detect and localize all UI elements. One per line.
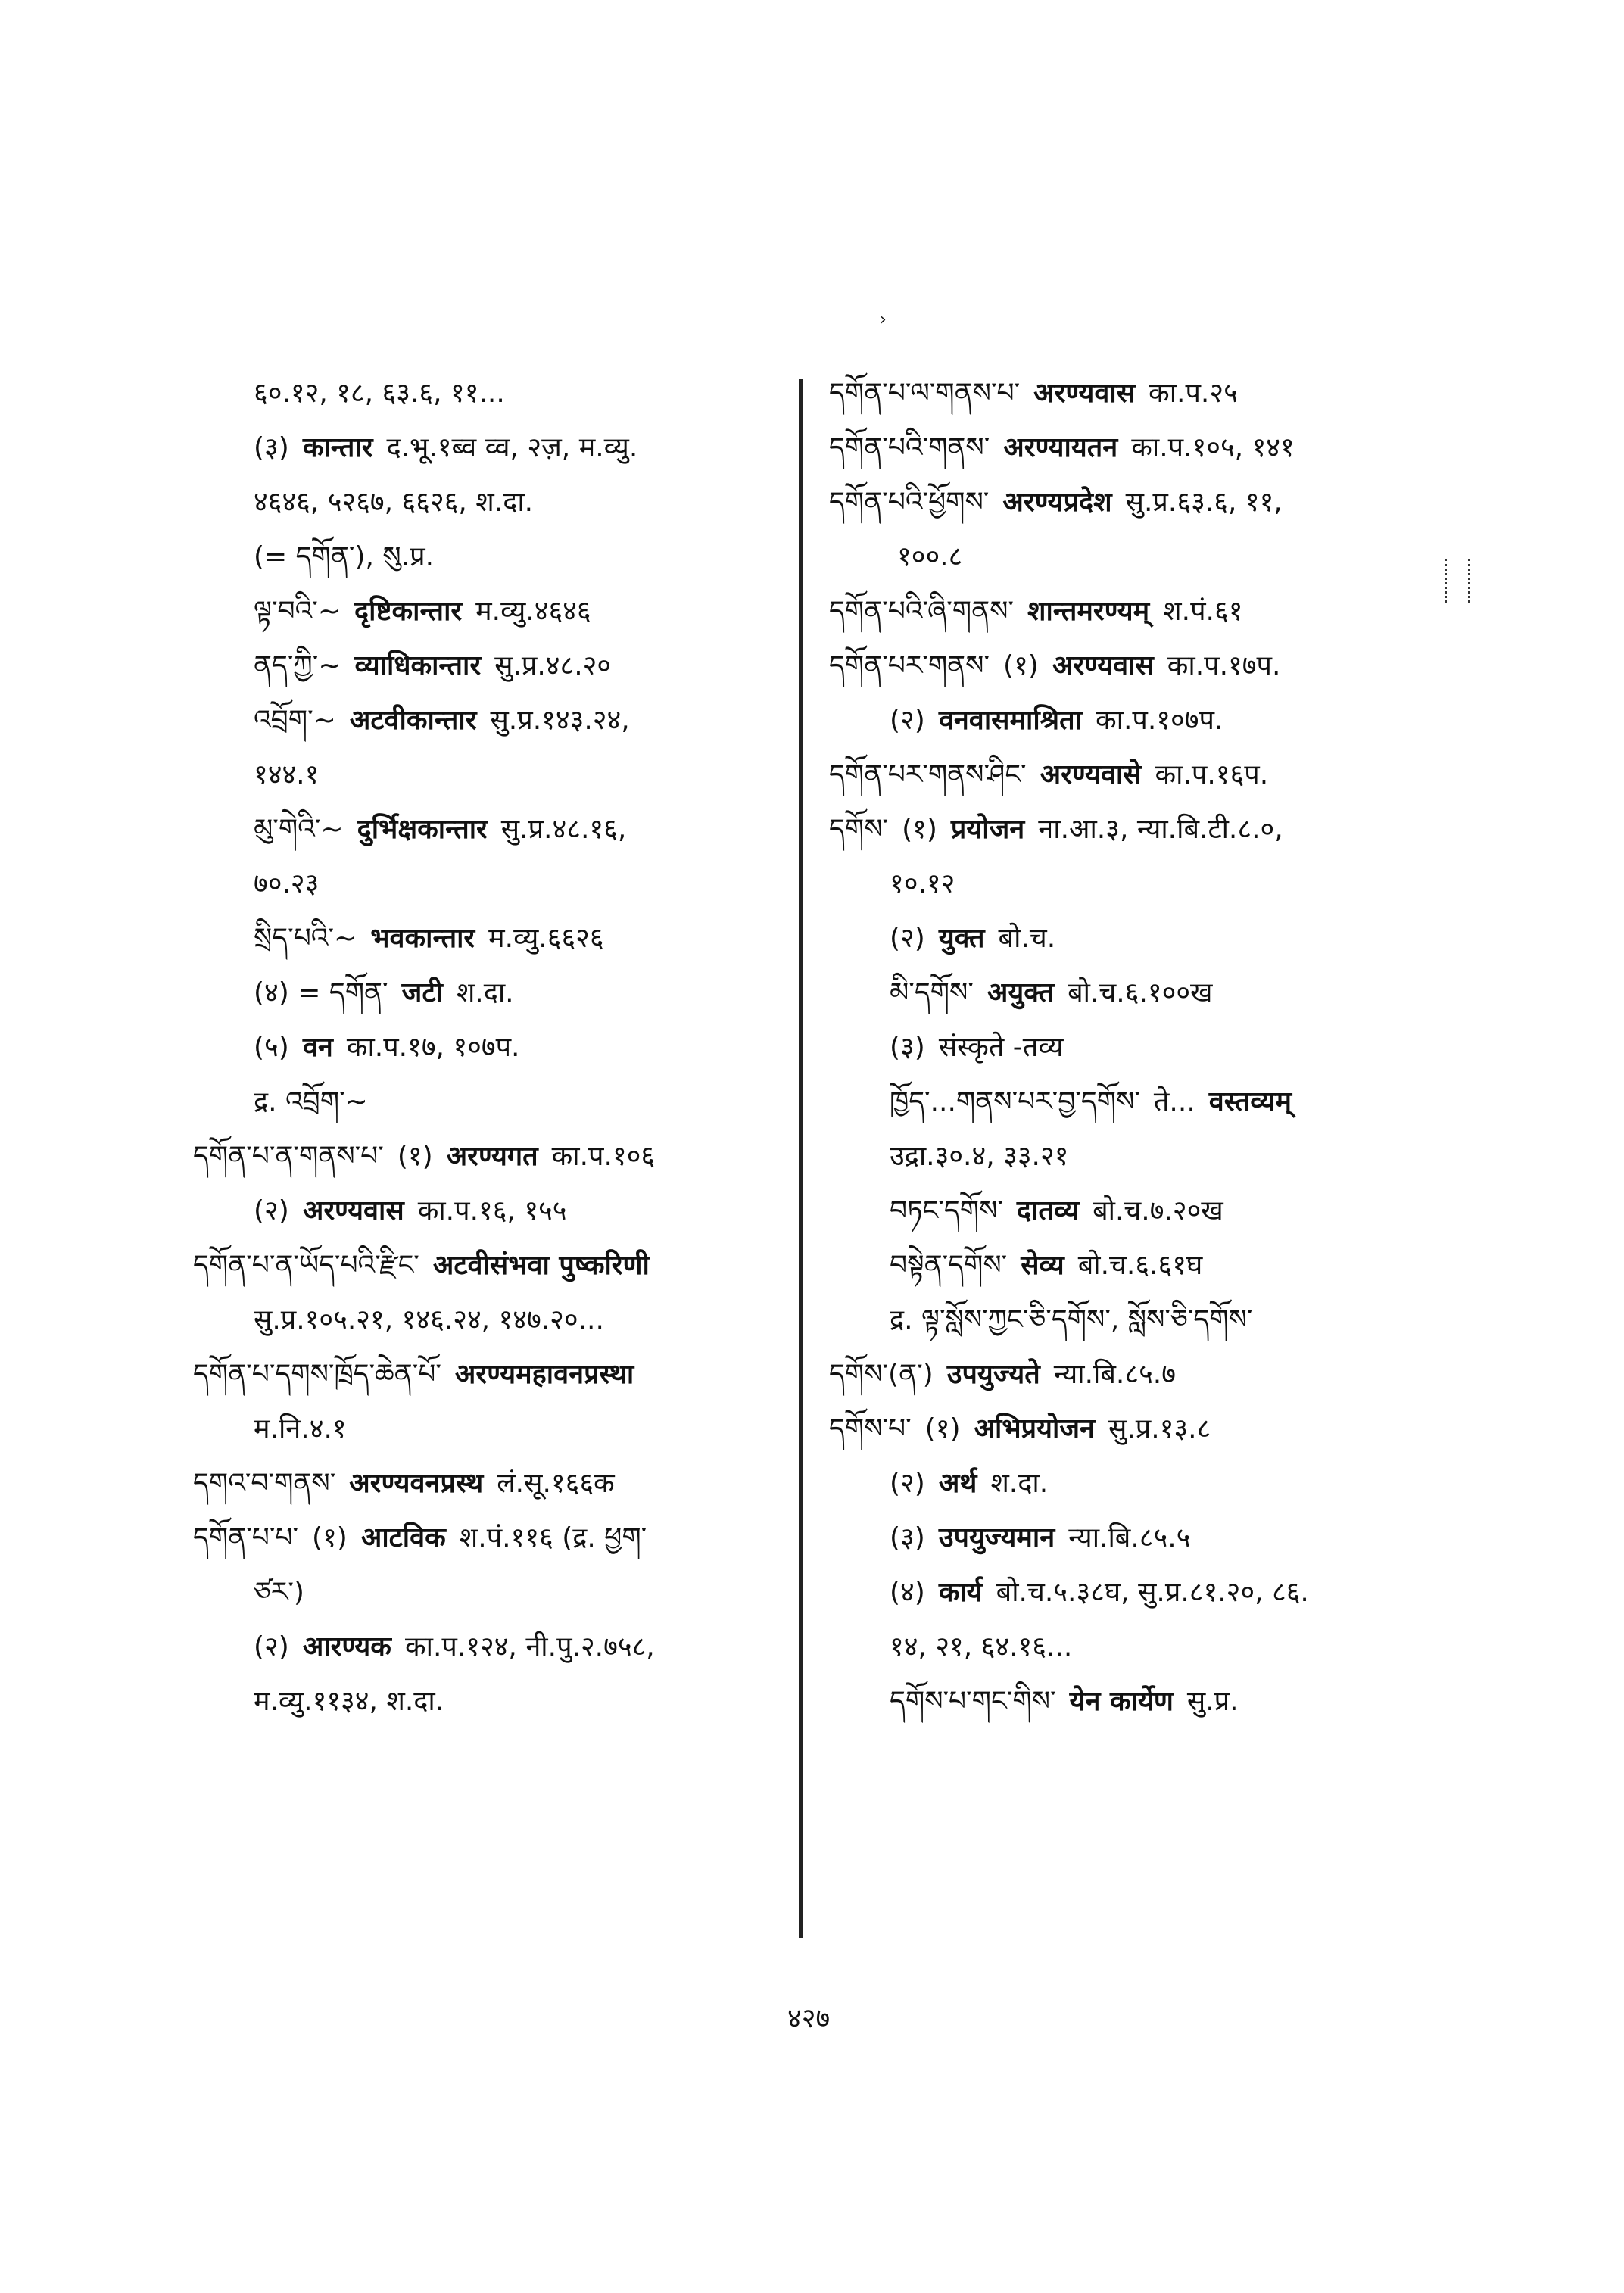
entry-text: (२) [254,1195,289,1226]
entry-text: ते... [1153,1086,1195,1117]
entry-text: श.पं.६१ [1163,596,1243,627]
sanskrit-term: वन [302,1032,333,1063]
right-entry-line [829,1523,1435,1553]
entry-text: सु.प्र.१०५.२१, १४६.२४, १४७.२०... [254,1304,604,1335]
entry-text: (२) [890,923,925,954]
entry-text: དགོན་པ་ལ་གནས་པ་ [829,378,1021,409]
left-entry-line [193,1033,791,1063]
sanskrit-term: येन कार्येण [1069,1686,1174,1717]
right-entry-line [829,1087,1435,1117]
sanskrit-term: आरण्यक [302,1631,391,1662]
left-entry-line [193,978,791,1008]
sanskrit-term: प्रयोजन [950,814,1025,845]
right-entry-line [829,1196,1435,1226]
entry-text: सु.प्र. [1186,1686,1239,1717]
entry-text: དགོན་པ་ན་གནས་པ་ [193,1141,384,1172]
left-entry-line [193,1632,791,1662]
entry-text: (१) [902,814,937,845]
entry-text: དགོན་པ་དགས་ཁྲོད་ཆེན་པོ་ [193,1359,441,1390]
right-entry-line [829,760,1435,790]
left-entry-line [193,1687,791,1717]
sanskrit-term: अरण्यप्रदेश [1002,487,1112,518]
entry-text: सु.प्र.१४३.२४, [490,705,630,736]
left-entry-line [193,1523,791,1553]
sanskrit-term: भवकान्तार [370,923,475,954]
left-entry-line [193,1251,791,1281]
entry-text: म.व्यु.११३४, श.दा. [254,1686,444,1717]
entry-text: དགོས་(ན་) [829,1359,934,1390]
entry-text: (= དགོན་), སུ.प्र. [254,541,435,572]
right-entry-line [829,1414,1435,1444]
sanskrit-term: कान्तार [302,432,373,463]
entry-text: बो.च.७.२०ख [1093,1195,1223,1226]
right-entry-line [829,542,1435,572]
entry-text: का.प.१२४, नी.पु.२.७५८, [404,1631,655,1662]
sanskrit-term: अरण्यवास [1033,378,1136,409]
entry-text: དགོས་ [829,814,889,845]
left-entry-line [193,1142,791,1172]
left-entry-line [193,815,791,845]
entry-text: लं.सू.१६६क [497,1468,615,1499]
entry-text: བསྟེན་དགོས་ [890,1250,1008,1281]
entry-text: (१) [924,1413,961,1444]
entry-text: ལྟ་བའི་~ [254,596,341,627]
entry-text: बो.च. [998,923,1056,954]
sanskrit-term: वनवासमाश्रिता [938,705,1082,736]
entry-text: १४, २१, ६४.१६... [890,1631,1073,1662]
right-entry-line [829,1305,1435,1335]
entry-text: (२) [890,705,925,736]
left-entry-line [193,924,791,954]
left-entry-line [193,1196,791,1226]
sanskrit-term: जटी [401,977,443,1008]
entry-text: ཙར་) [254,1577,304,1608]
sanskrit-term: आटविक [360,1522,446,1553]
entry-text: དགོན་པར་གནས་ཤིང་ [829,759,1027,790]
sanskrit-term: अरण्यवास [1052,650,1154,681]
entry-text: (४) [890,1577,925,1608]
sanskrit-term: अर्थ [938,1468,977,1499]
entry-text: (२) [890,1468,925,1499]
left-entry-line [193,542,791,572]
entry-text: सु.प्र.४८.२० [494,650,612,681]
left-entry-line [193,651,791,681]
left-entry-line [193,488,791,518]
right-entry-line [829,1469,1435,1499]
left-entry-line [193,760,791,790]
sanskrit-term: व्याधिकान्तार [354,650,482,681]
entry-text: དགའ་བ་གནས་ [193,1468,336,1499]
sanskrit-term: अरण्यवास [302,1195,404,1226]
entry-text: བཏང་དགོས་ [890,1195,1003,1226]
left-entry-line [193,706,791,736]
column-divider [799,379,803,1938]
left-entry-line [193,597,791,627]
entry-text: न्या.बि.८५.५ [1068,1522,1191,1553]
right-entry-line [829,1142,1435,1172]
entry-text: १४४.१ [254,759,320,790]
entry-text: དགོན་པའི་ཕྱོགས་ [829,487,990,518]
entry-text: ७०.२३ [254,868,320,899]
entry-text: बो.च.५.३८घ, सु.प्र.८१.२०, ८६. [996,1577,1309,1608]
entry-text: འབྲོག་~ [254,705,336,736]
entry-text: का.प.२५ [1149,378,1238,409]
right-entry-line [829,1360,1435,1390]
entry-text: सु.प्र.१३.८ [1108,1413,1211,1444]
entry-text: बो.च.६.६१घ [1077,1250,1203,1281]
sanskrit-term: अभिप्रयोजन [974,1413,1096,1444]
left-entry-line [193,869,791,899]
entry-text: (३) [890,1032,925,1063]
left-entry-line [193,379,791,409]
entry-text: ६०.१२, १८, ६३.६, ११... [254,378,505,409]
entry-text: न्या.बि.८५.७ [1053,1359,1176,1390]
sanskrit-term: उपयुज्यते [946,1359,1040,1390]
left-column [193,379,791,1741]
entry-text: (१) [397,1141,433,1172]
entry-text: श.दा. [456,977,514,1008]
entry-text: (४) = དགོན་ [254,977,388,1008]
sanskrit-term: अरण्यायतन [1003,432,1118,463]
entry-text: श.दा. [990,1468,1049,1499]
right-entry-line [829,1033,1435,1063]
right-entry-line [829,1632,1435,1662]
entry-text: དགོན་པའི་ཞི་གནས་ [829,596,1014,627]
right-entry-line [829,815,1435,845]
right-entry-line [829,924,1435,954]
entry-text: (५) [254,1032,289,1063]
entry-text: द्र. འབྲོག་~ [254,1086,368,1117]
tick-mark: › [880,310,887,329]
entry-text: संस्कृते -तव्य [938,1032,1064,1063]
entry-text: सु.प्र.४८.१६, [500,814,627,845]
sanskrit-term: उपयुज्यमान [938,1522,1055,1553]
entry-text: དགོན་པར་གནས་ [829,650,990,681]
left-entry-line [193,1305,791,1335]
entry-text: का.प.१६, १५५ [417,1195,567,1226]
entry-text: म.व्यु.४६४६ [475,596,591,627]
entry-text: १००.८ [897,541,963,572]
left-entry-line [193,1360,791,1390]
entry-text: का.प.१७, १०७प. [346,1032,520,1063]
entry-text: དགོན་པ་ན་ཡོད་པའི་རྫིང་ [193,1250,419,1281]
entry-text: का.प.१६प. [1155,759,1269,790]
right-entry-line [829,706,1435,736]
entry-text: ४६४६, ५२६७, ६६२६, श.दा. [254,487,534,518]
right-entry-line [829,433,1435,463]
entry-text: का.प.१०५, १४१ [1131,432,1295,463]
entry-text: དགོས་པ་གང་གིས་ [890,1686,1056,1717]
left-entry-line [193,1087,791,1117]
sanskrit-term: वस्तव्यम् [1208,1086,1292,1117]
sanskrit-term: अरण्यगत [446,1141,538,1172]
left-entry-line [193,1469,791,1499]
entry-text: उद्रा.३०.४, ३३.२१ [890,1141,1069,1172]
right-entry-line [829,488,1435,518]
entry-text: (२) [254,1631,289,1662]
entry-text: द्र. ལྟ་སློས་ཀྱང་ཅི་དགོས་, སློས་ཅི་དགོས་ [890,1304,1253,1335]
entry-text: མི་དགོས་ [890,977,974,1008]
entry-text: ना.आ.३, न्या.बि.टी.८.०, [1038,814,1283,845]
right-entry-line [829,869,1435,899]
sanskrit-term: दृष्टिकान्तार [354,596,463,627]
entry-text: དགོས་པ་ [829,1413,912,1444]
left-entry-line [193,1578,791,1608]
sanskrit-term: अटवीकान्तार [349,705,477,736]
entry-text: द.भू.१ब्व व्व, २ज़, म.व्यु. [386,432,638,463]
entry-text: श.पं.११६ (द्र. ཕྱག་ [459,1522,647,1553]
entry-text: का.प.१०६ [551,1141,656,1172]
entry-text: དགོན་པའི་གནས་ [829,432,990,463]
entry-text: (१) [1003,650,1039,681]
sanskrit-term: शान्तमरण्यम् [1027,596,1150,627]
margin-mark [1445,559,1470,603]
sanskrit-term: अयुक्त [987,977,1055,1008]
sanskrit-term: सेव्य [1021,1250,1064,1281]
right-entry-line [829,1578,1435,1608]
sanskrit-term: दुर्भिक्षकान्तार [357,814,488,845]
entry-text: (३) [254,432,289,463]
entry-text: (३) [890,1522,925,1553]
right-entry-line [829,1687,1435,1717]
entry-text: ཁྱོད་...གནས་པར་བྱ་དགོས་ [890,1086,1140,1117]
entry-text: དགོན་པ་པ་ [193,1522,299,1553]
entry-text: का.प.१७प. [1167,650,1281,681]
sanskrit-term: अटवीसंभवा पुष्करिणी [432,1250,650,1281]
sanskrit-term: कार्य [938,1577,983,1608]
right-entry-line [829,1251,1435,1281]
entry-text: སྲིད་པའི་~ [254,923,357,954]
entry-text: का.प.१०७प. [1096,705,1223,736]
right-entry-line [829,978,1435,1008]
sanskrit-term: दातव्य [1016,1195,1080,1226]
page-number: ४२७ [787,2003,831,2034]
sanskrit-term: अरण्यवासे [1040,759,1142,790]
entry-text: १०.१२ [890,868,955,899]
entry-text: सु.प्र.६३.६, ११, [1125,487,1283,518]
right-entry-line [829,379,1435,409]
entry-text: बो.च.६.१००ख [1068,977,1213,1008]
sanskrit-term: अरण्यवनप्रस्थ [349,1468,484,1499]
entry-text: ནད་ཀྱི་~ [254,650,341,681]
left-entry-line [193,1414,791,1444]
entry-text: མུ་གེའི་~ [254,814,344,845]
sanskrit-term: अरण्यमहावनप्रस्था [454,1359,634,1390]
entry-text: (१) [312,1522,348,1553]
entry-text: म.नि.४.१ [254,1413,347,1444]
left-entry-line [193,433,791,463]
entry-text: म.व्यु.६६२६ [488,923,604,954]
right-column [829,379,1435,1741]
right-entry-line [829,651,1435,681]
right-entry-line [829,597,1435,627]
sanskrit-term: युक्त [938,923,985,954]
